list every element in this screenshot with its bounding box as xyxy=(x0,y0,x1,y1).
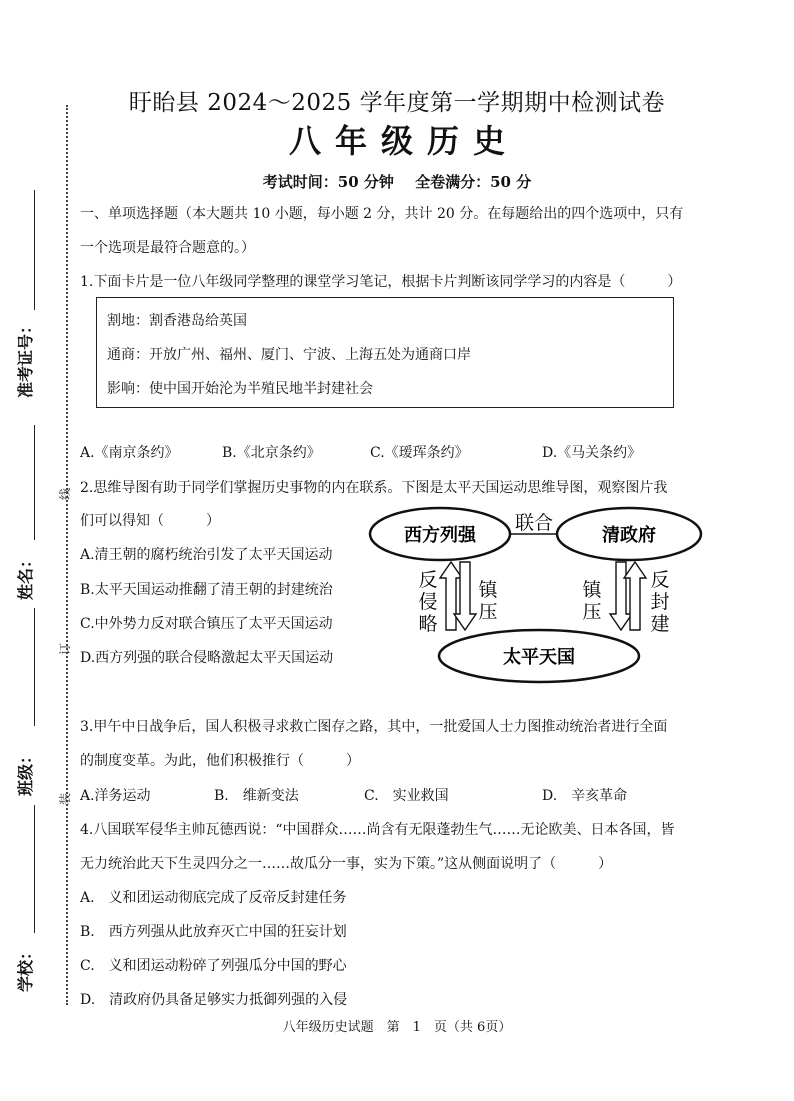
q2-option-a: A.清王朝的腐朽统治引发了太平天国运动 xyxy=(80,547,333,563)
q3-stem-line2: 的制度变革。为此，他们积极推行（ ） xyxy=(80,753,360,769)
q2-option-c: C.中外势力反对联合镇压了太平天国运动 xyxy=(80,616,333,632)
subject-title: 八年级历史 xyxy=(288,122,519,160)
ru-char: 建 xyxy=(650,613,670,635)
q4-stem-line1: 4.八国联军侵华主帅瓦德西说：“中国群众……尚含有无限蓬勃生气……无论欧美、日本各国，皆 xyxy=(80,822,675,838)
class-label: 班级： xyxy=(16,747,35,796)
binding-mark-bind: 装 xyxy=(58,792,72,805)
q4-option-c: C. 义和团运动粉碎了列强瓜分中国的野心 xyxy=(80,958,347,974)
exam-no-underline xyxy=(34,190,35,310)
q4-option-a: A. 义和团运动彻底完成了反帝反封建任务 xyxy=(80,890,347,906)
lu-char: 反 xyxy=(418,569,438,591)
taiping-mind-map xyxy=(360,500,720,690)
q4-option-b: B. 西方列强从此放弃灭亡中国的狂妄计划 xyxy=(80,924,347,940)
node-qing-label: 清政府 xyxy=(602,525,656,546)
name-label: 姓名： xyxy=(16,551,35,600)
card-row-cession: 割地：割香港岛给英国 xyxy=(107,313,247,329)
q1-option-c: C.《瑷珲条约》 xyxy=(370,445,469,461)
exam-meta xyxy=(0,171,794,192)
binding-mark-line: 线 xyxy=(58,487,72,500)
q3-option-d: D. 辛亥革命 xyxy=(542,788,628,804)
node-taiping-label: 太平天国 xyxy=(503,647,575,668)
left-down-label xyxy=(478,579,499,623)
exam-time: 考试时间：50 分钟 xyxy=(262,173,394,191)
q2-option-b: B.太平天国运动推翻了清王朝的封建统治 xyxy=(80,582,333,598)
binding-mark-order: 订 xyxy=(58,642,72,655)
rd-char: 镇 xyxy=(582,579,602,601)
card-row-impact: 影响：使中国开始沦为半殖民地半封建社会 xyxy=(107,381,373,397)
q2-stem-line2: 们可以得知（ ） xyxy=(80,513,220,529)
full-score: 全卷满分：50 分 xyxy=(415,173,532,191)
section1-line2: 一个选项是最符合题意的。） xyxy=(80,240,255,256)
right-up-label xyxy=(650,569,669,635)
q3-option-b: B. 维新变法 xyxy=(214,788,299,804)
q1-option-a: A.《南京条约》 xyxy=(80,445,179,461)
q1-option-b: B.《北京条约》 xyxy=(222,445,321,461)
ld-char: 压 xyxy=(478,601,498,623)
q2-option-d: D.西方列强的联合侵略激起太平天国运动 xyxy=(80,650,334,666)
right-down-label xyxy=(582,579,603,623)
lu-char: 侵 xyxy=(418,591,438,613)
school-underline xyxy=(34,805,35,933)
alliance-label: 联合 xyxy=(514,512,554,534)
q3-option-c: C. 实业救国 xyxy=(364,788,449,804)
ld-char: 镇 xyxy=(478,579,498,601)
q1-stem: 1.下面卡片是一位八年级同学整理的课堂学习笔记，根据卡片判断该同学学习的内容是（ ） xyxy=(80,274,682,290)
q1-options xyxy=(80,443,720,463)
lu-char: 略 xyxy=(418,613,438,635)
ru-char: 反 xyxy=(650,569,670,591)
q1-option-d: D.《马关条约》 xyxy=(542,445,642,461)
left-up-label xyxy=(418,569,437,635)
page-footer: 八年级历史试题 第 1 页（共 6页） xyxy=(282,1020,512,1035)
q4-option-d: D. 清政府仍具备足够实力抵御列强的入侵 xyxy=(80,992,348,1008)
exam-no-label: 准考证号： xyxy=(16,317,35,398)
school-label: 学校： xyxy=(16,943,35,992)
binding-dotted-line xyxy=(66,105,68,1005)
q4-stem-line2: 无力统治此天下生灵四分之一……故瓜分一事，实为下策。”这从侧面说明了（ ） xyxy=(80,856,613,872)
q2-stem-line1: 2.思维导图有助于同学们掌握历史事物的内在联系。下图是太平天国运动思维导图，观察图片我 xyxy=(80,480,668,496)
node-west-label: 西方列强 xyxy=(404,525,476,546)
rd-char: 压 xyxy=(582,601,602,623)
name-underline xyxy=(34,425,35,540)
q3-option-a: A.洋务运动 xyxy=(80,788,151,804)
q1-note-card xyxy=(96,297,674,408)
card-row-trade: 通商：开放广州、福州、厦门、宁波、上海五处为通商口岸 xyxy=(107,347,471,363)
q3-stem-line1: 3.甲午中日战争后，国人积极寻求救亡图存之路，其中，一批爱国人士力图推动统治者进行全面 xyxy=(80,719,668,735)
exam-title: 盱眙县 2024～2025 学年度第一学期期中检测试卷 xyxy=(128,90,666,116)
ru-char: 封 xyxy=(650,591,670,613)
class-underline xyxy=(34,608,35,726)
section1-line1: 一、单项选择题（本大题共 10 小题，每小题 2 分，共计 20 分。在每题给出的四个选项中，只有 xyxy=(80,206,684,222)
q3-options xyxy=(80,786,720,806)
